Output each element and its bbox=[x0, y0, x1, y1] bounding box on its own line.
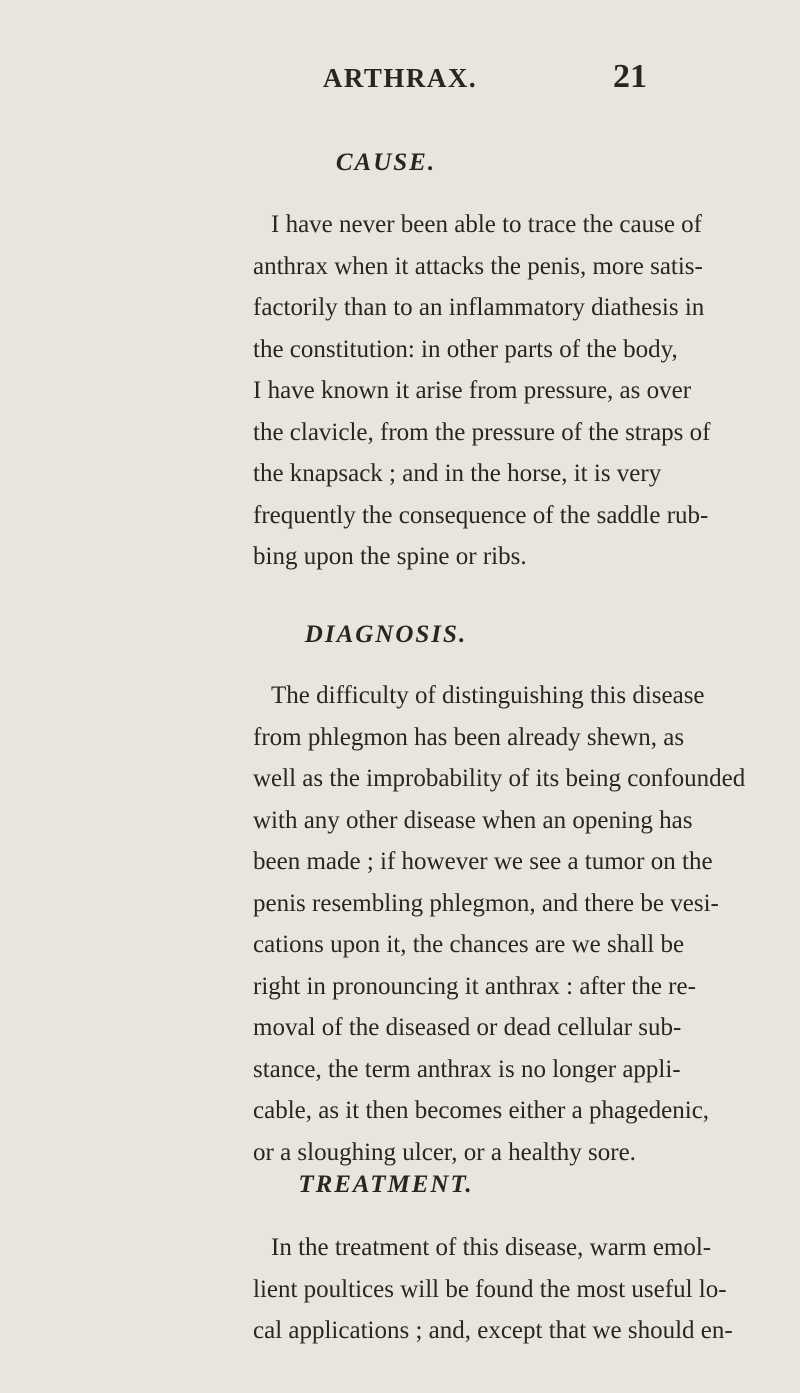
text-line: stance, the term anthrax is no longer appli- bbox=[253, 1055, 681, 1083]
text-line: from phlegmon has been already shewn, as bbox=[253, 723, 685, 751]
text-line: the clavicle, from the pressure of the straps of bbox=[253, 418, 711, 446]
text-line: the knapsack ; and in the horse, it is very bbox=[253, 460, 662, 487]
text-line: The difficulty of distinguishing this disease bbox=[271, 682, 705, 709]
text-line: I have never been able to trace the cause of bbox=[271, 211, 703, 238]
running-title: ARTHRAX. bbox=[322, 63, 478, 93]
text-line: penis resembling phlegmon, and there be vesi- bbox=[253, 889, 719, 917]
text-line: been made ; if however we see a tumor on the bbox=[253, 848, 713, 875]
text-line: factorily than to an inflammatory diathesis in bbox=[253, 294, 705, 321]
text-line: cations upon it, the chances are we shall be bbox=[253, 931, 685, 958]
text-line: cal applications ; and, except that we should en- bbox=[253, 1317, 733, 1344]
text-line: well as the improbability of its being confounded bbox=[253, 765, 746, 792]
page-number: 21 bbox=[613, 58, 647, 95]
text-line: I have known it arise from pressure, as over bbox=[253, 377, 692, 404]
text-line: with any other disease when an opening has bbox=[253, 806, 693, 834]
text-line: bing upon the spine or ribs. bbox=[253, 543, 527, 570]
paragraph-cause bbox=[253, 204, 800, 578]
text-line: In the treatment of this disease, warm emol- bbox=[271, 1234, 712, 1261]
text-line: anthrax when it attacks the penis, more satis- bbox=[253, 252, 703, 280]
text-line: cable, as it then becomes either a phagedenic, bbox=[253, 1097, 710, 1124]
text-line: lient poultices will be found the most useful lo- bbox=[253, 1275, 727, 1303]
section-heading-cause: CAUSE. bbox=[335, 149, 437, 176]
text-line: moval of the diseased or dead cellular sub- bbox=[253, 1014, 682, 1041]
section-heading-treatment: TREATMENT. bbox=[298, 1171, 474, 1198]
text-line: or a sloughing ulcer, or a healthy sore. bbox=[253, 1138, 636, 1166]
paragraph-treatment bbox=[253, 1227, 800, 1352]
text-line: the constitution: in other parts of the body, bbox=[253, 335, 678, 363]
section-heading-diagnosis: DIAGNOSIS. bbox=[304, 621, 468, 648]
paragraph-diagnosis bbox=[253, 675, 800, 1173]
text-line: frequently the consequence of the saddle rub- bbox=[253, 501, 709, 529]
text-line: right in pronouncing it anthrax : after the re- bbox=[253, 972, 696, 1000]
